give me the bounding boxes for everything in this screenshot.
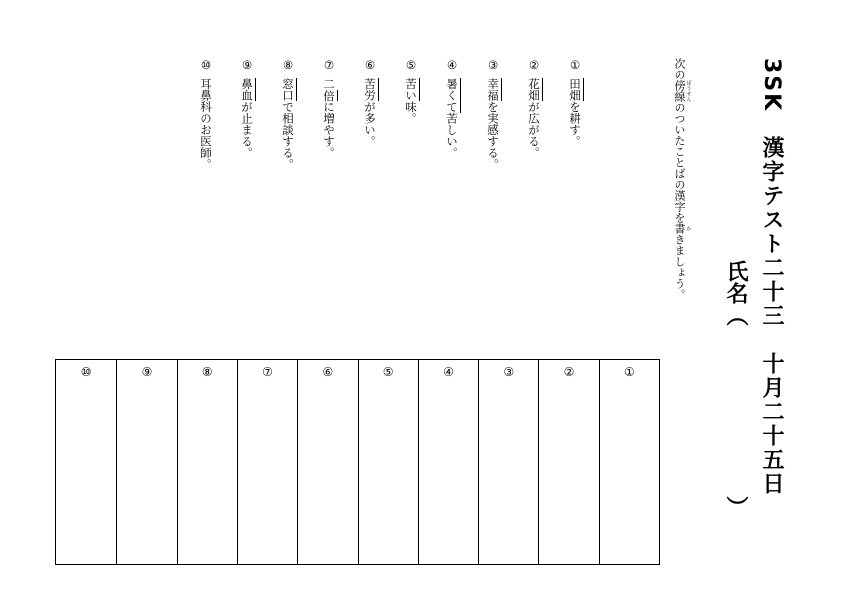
question-num: ⑧ (281, 58, 295, 72)
answer-cell-number: ③ (503, 365, 515, 379)
question-item (568, 58, 582, 147)
question-num: ⑨ (240, 58, 254, 72)
question-item (527, 58, 541, 159)
question-post: が広がる。 (527, 101, 541, 159)
answer-cell[interactable] (418, 360, 478, 564)
question-post: を耕す。 (568, 101, 582, 147)
question-item (281, 58, 295, 170)
question-num: ⑥ (363, 58, 377, 72)
answer-cell-number: ① (623, 365, 635, 379)
instructions-kaki-base: 書 (673, 223, 686, 234)
question-item (240, 58, 254, 159)
question-ul: 田畑 (568, 78, 582, 101)
question-item (199, 58, 213, 170)
name-label: 氏名（ (723, 260, 748, 326)
question-post: 耳鼻科のお医師。 (199, 78, 213, 170)
question-item (404, 58, 418, 124)
answer-cell-number: ⑦ (262, 365, 273, 379)
instructions-word-base: 傍線 (673, 80, 686, 102)
question-num: ⑦ (322, 58, 336, 72)
name-close-paren: ） (723, 496, 748, 518)
answer-cell[interactable] (177, 360, 237, 564)
question-num: ⑤ (404, 58, 418, 72)
question-item (322, 58, 336, 159)
answer-cell[interactable] (56, 360, 116, 564)
question-post: 苦しい。 (445, 112, 459, 159)
question-num: ③ (486, 58, 500, 72)
answer-cell[interactable] (538, 360, 598, 564)
instructions-word (673, 80, 692, 102)
question-ul: 花畑 (527, 78, 541, 101)
answer-cell-number: ⑥ (322, 365, 334, 379)
question-ul: 幸福 (486, 78, 500, 101)
question-post: が止まる。 (240, 101, 254, 159)
answer-cell-number: ② (563, 365, 575, 379)
question-ul: 窓口 (281, 78, 295, 101)
question-ul: 暑くて (445, 78, 459, 113)
question-num: ② (527, 58, 541, 72)
answer-cell-number: ⑨ (141, 365, 153, 379)
answer-cell[interactable] (358, 360, 418, 564)
answer-cell-number: ④ (443, 365, 454, 379)
instructions-post: きましょう。 (673, 234, 686, 300)
question-num: ④ (445, 58, 459, 72)
answer-cell-number: ⑧ (201, 365, 213, 379)
question-num: ① (568, 58, 582, 72)
question-ul: 苦労 (363, 78, 377, 101)
instructions-kaki-ruby: か (685, 223, 692, 234)
answer-cell-number: ⑤ (382, 365, 394, 379)
answer-cell[interactable] (116, 360, 176, 564)
question-item (486, 58, 500, 170)
question-num: ⑩ (199, 58, 213, 72)
question-post: 味。 (404, 101, 418, 124)
instructions-pre: 次の (673, 58, 686, 80)
answer-cell-number: ⑩ (80, 365, 92, 379)
answer-grid (55, 359, 660, 565)
question-ul: 鼻血 (240, 78, 254, 101)
page-title: 3SK 漢字テスト二十三 十月二十五日 (759, 58, 784, 497)
question-ul: 苦い (404, 78, 418, 101)
question-item (445, 58, 459, 159)
answer-cell[interactable] (237, 360, 297, 564)
question-pre: 二 (322, 78, 336, 90)
answer-cell[interactable] (478, 360, 538, 564)
question-item (363, 58, 377, 147)
instructions-kaki (673, 223, 692, 234)
instructions-mid: のついたことばの漢字を (673, 102, 686, 223)
question-post: を実感する。 (486, 101, 500, 170)
question-ul: 倍 (322, 89, 336, 101)
answer-cell[interactable] (297, 360, 357, 564)
question-post: に増やす。 (322, 101, 336, 159)
instructions-word-ruby: ぼうせん (685, 80, 692, 102)
instructions (672, 58, 692, 300)
question-post: で相談する。 (281, 101, 295, 170)
question-post: が多い。 (363, 101, 377, 147)
answer-cell[interactable] (599, 360, 659, 564)
